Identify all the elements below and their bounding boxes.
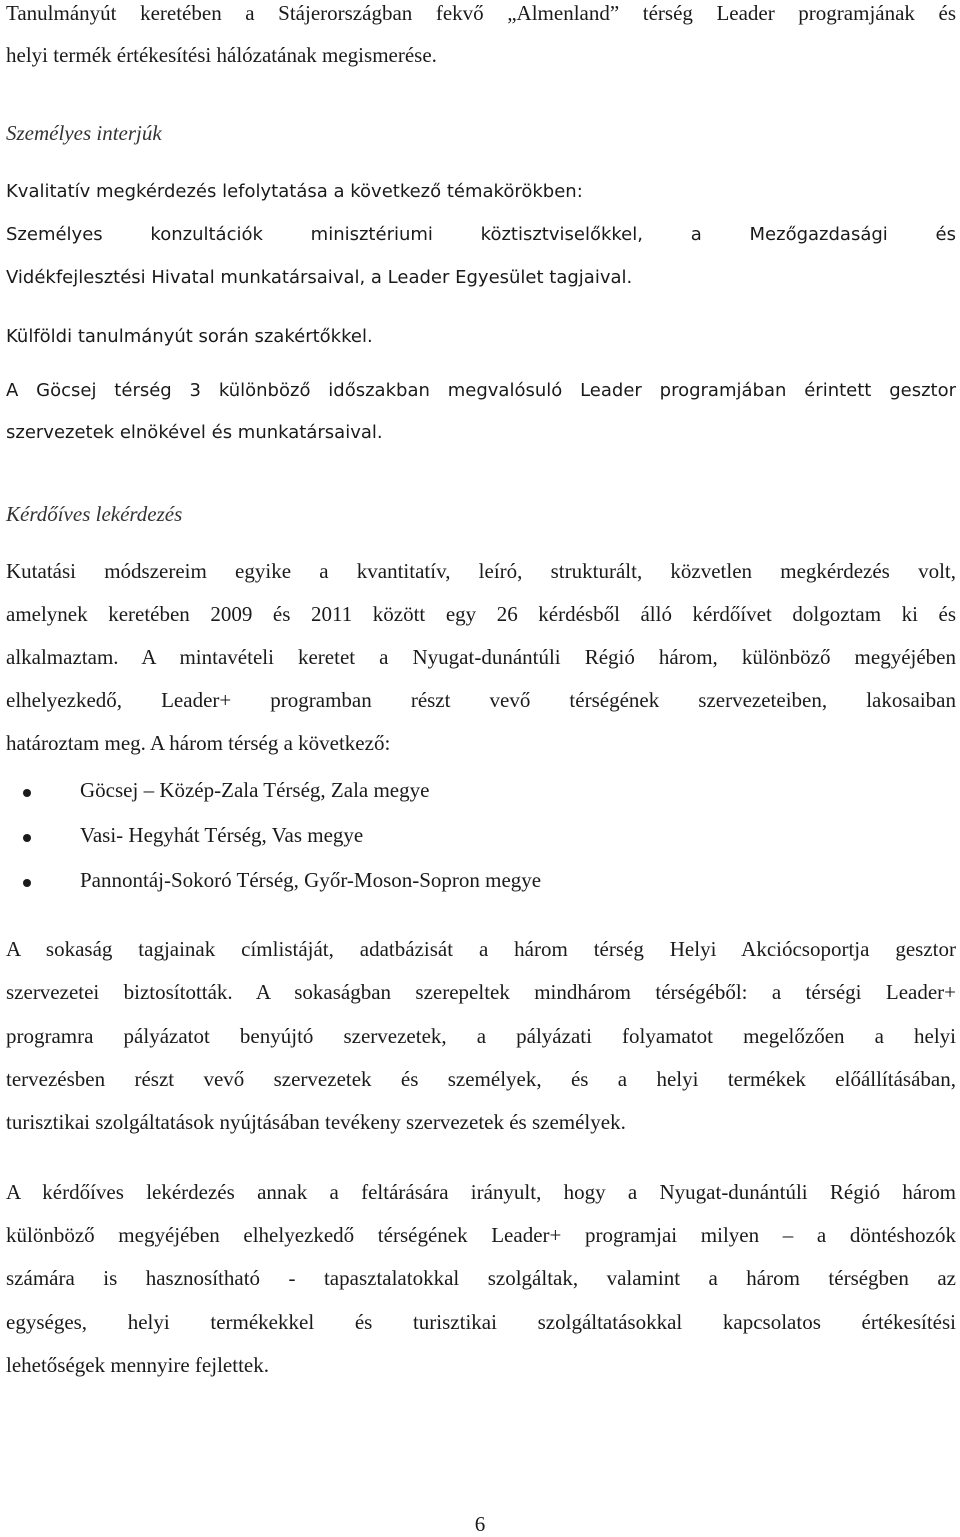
survey-para2-line-3: programra pályázatot benyújtó szervezetek, a pályázati folyamatot megelőzően a helyi <box>6 1024 956 1048</box>
list-item-text: Vasi- Hegyhát Térség, Vas megye <box>80 823 364 847</box>
bullet-icon <box>23 879 31 887</box>
interviews-item3-line-1: A Göcsej térség 3 különböző időszakban megvalósuló Leader programjában érintett gesztor <box>6 380 956 401</box>
survey-para2-line-1: A sokaság tagjainak címlistáját, adatbázisát a három térség Helyi Akciócsoportja gesztor <box>6 937 956 961</box>
survey-para2-line-4: tervezésben részt vevő szervezetek és személyek, és a helyi termékek előállításában, <box>6 1067 956 1091</box>
survey-para3-line-5: lehetőségek mennyire fejlettek. <box>6 1353 269 1377</box>
section-heading-interviews: Személyes interjúk <box>6 121 162 145</box>
survey-para3-line-4: egységes, helyi termékekkel és turisztikai szolgáltatásokkal kapcsolatos értékesítési <box>6 1310 956 1334</box>
survey-para1-line-2: amelynek keretében 2009 és 2011 között egy 26 kérdésből álló kérdőívet dolgoztam ki és <box>6 602 956 626</box>
survey-para3-line-3: számára is hasznosítható - tapasztalatokkal szolgáltak, valamint a három térségben az <box>6 1266 956 1290</box>
survey-para3-line-1: A kérdőíves lekérdezés annak a feltárására irányult, hogy a Nyugat-dunántúli Régió három <box>6 1180 956 1204</box>
survey-para1-line-4: elhelyezkedő, Leader+ programban részt vevő térségének szervezeteiben, lakosaiban <box>6 688 956 712</box>
bullet-icon <box>23 834 31 842</box>
interviews-item1-line-1: Személyes konzultációk minisztériumi köztisztviselőkkel, a Mezőgazdasági és <box>6 224 956 245</box>
interviews-item1-line-2: Vidékfejlesztési Hivatal munkatársaival, a Leader Egyesület tagjaival. <box>6 267 633 288</box>
list-item-text: Pannontáj-Sokoró Térség, Győr-Moson-Sopron megye <box>80 868 542 892</box>
intro-line-1: Tanulmányút keretében a Stájerországban fekvő „Almenland” térség Leader programjának és <box>6 1 956 25</box>
list-item <box>6 823 706 853</box>
list-item <box>6 778 706 808</box>
survey-para2-line-2: szervezetei biztosították. A sokaságban szerepeltek mindhárom térségéből: a térségi Leader+ <box>6 980 956 1004</box>
survey-para1-line-5: határoztam meg. A három térség a következő: <box>6 731 391 755</box>
page-number: 6 <box>474 1512 486 1536</box>
section-heading-survey: Kérdőíves lekérdezés <box>6 502 183 526</box>
intro-line-2: helyi termék értékesítési hálózatának megismerése. <box>6 43 437 67</box>
survey-para2-line-5: turisztikai szolgáltatások nyújtásában tevékeny szervezetek és személyek. <box>6 1110 626 1134</box>
interviews-item3-line-2: szervezetek elnökével és munkatársaival. <box>6 422 383 443</box>
interviews-lead: Kvalitatív megkérdezés lefolytatása a következő témakörökben: <box>6 181 583 202</box>
interviews-item2: Külföldi tanulmányút során szakértőkkel. <box>6 326 373 347</box>
survey-para3-line-2: különböző megyéjében elhelyezkedő térségének Leader+ programjai milyen – a döntéshozók <box>6 1223 956 1247</box>
list-item-text: Göcsej – Közép-Zala Térség, Zala megye <box>80 778 430 802</box>
survey-para1-line-1: Kutatási módszereim egyike a kvantitatív, leíró, strukturált, közvetlen megkérdezés volt, <box>6 559 956 583</box>
survey-para1-line-3: alkalmaztam. A mintavételi keretet a Nyugat-dunántúli Régió három, különböző megyéjében <box>6 645 956 669</box>
list-item <box>6 868 706 898</box>
bullet-icon <box>23 789 31 797</box>
